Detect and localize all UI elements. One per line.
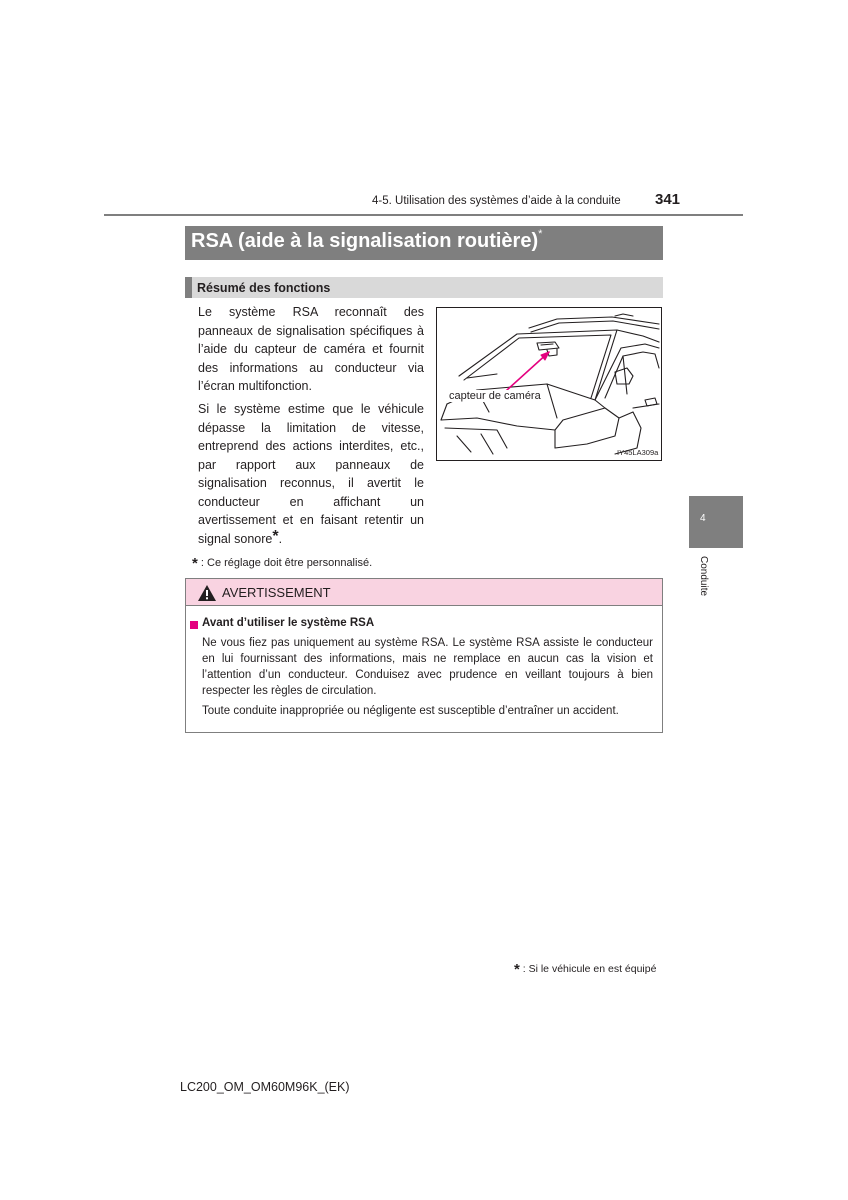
warning-paragraph-1: Ne vous fiez pas uniquement au système RSA. Le système RSA assiste le conducteur en lui fournissant des informations, mais ne remplace en aucun cas la vision et l’attention d’un conducteur. Conduisez avec prudence en veillant toujours à bien respecter les règles de circulation. — [202, 637, 653, 697]
page-number: 341 — [655, 191, 681, 208]
manual-code: LC200_OM_OM60M96K_(EK) — [180, 1080, 350, 1094]
warning-subtitle: Avant d’utiliser le système RSA — [202, 617, 375, 629]
chapter-label: Conduite — [698, 556, 709, 597]
footnote-setting — [192, 555, 372, 572]
body-paragraph-1: Le système RSA reconnaît des panneaux de signalisation spécifiques à l’aide du capteur de caméra et fournit des informations au conducteur via l’écran multifonction. — [198, 305, 424, 393]
warning-triangle-icon — [197, 584, 217, 602]
page-title — [191, 230, 542, 253]
running-header: 4-5. Utilisation des systèmes d’aide à la conduite — [372, 195, 621, 207]
footnote-equipped-marker: * — [514, 961, 520, 978]
footnote-equipped — [514, 961, 656, 978]
warning-bullet-square — [190, 621, 198, 629]
footnote-equipped-text: : Si le véhicule en est équipé — [522, 963, 657, 975]
camera-sensor-callout: capteur de caméra — [449, 390, 541, 402]
footnote-setting-marker: * — [192, 555, 198, 572]
figure-code: IY45LA309a — [617, 448, 659, 457]
vehicle-windshield-drawing — [437, 308, 661, 460]
footnote-setting-text: : Ce réglage doit être personnalisé. — [200, 557, 373, 569]
section-accent — [185, 277, 192, 298]
header-rule — [104, 214, 743, 216]
section-title: Résumé des fonctions — [197, 281, 331, 295]
body-paragraph-2 — [198, 400, 424, 548]
warning-paragraph-2: Toute conduite inappropriée ou négligente est susceptible d’entraîner un accident. — [202, 705, 619, 717]
title-footnote-marker: * — [538, 228, 543, 240]
chapter-tab — [689, 496, 743, 548]
camera-illustration — [436, 307, 662, 461]
body-paragraph-2-end: . — [278, 531, 283, 546]
body-footnote-marker: * — [272, 527, 279, 545]
warning-title: AVERTISSEMENT — [222, 585, 331, 600]
body-paragraph-2-text: Si le système estime que le véhicule dépasse la limitation de vitesse, entreprend des actions interdites, etc., par rapport aux panneaux de signalisation reconnus, il avertit le conducteur en affichant un avertissement et en faisant retentir un signal sonore — [198, 402, 424, 546]
page-title-text: RSA (aide à la signalisation routière) — [191, 230, 539, 252]
chapter-number: 4 — [700, 513, 706, 524]
